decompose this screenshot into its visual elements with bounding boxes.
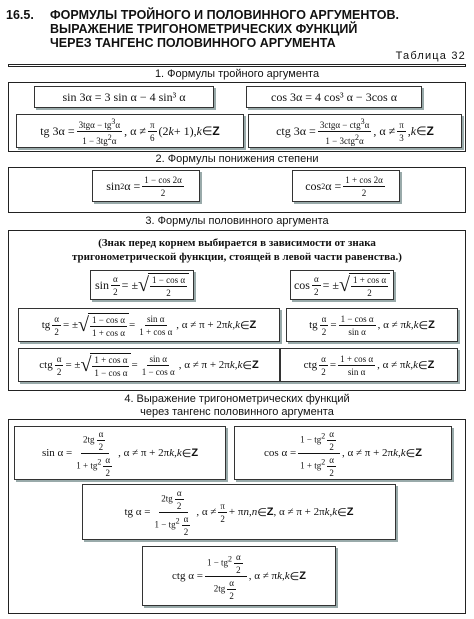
formula-sin-half: sin $\frac{\alpha}{2}$ = ± √ $\frac{\text{1 − cos α}}{2}$: [90, 270, 194, 300]
section-heading-4: [8, 390, 466, 420]
note-line-1: (Знак перед корнем выбирается в зависимости от знака: [98, 237, 376, 249]
formula-cos-triple: cos 3α = 4 cos³ α − 3cos α: [246, 86, 422, 108]
section-heading-2: 2. Формулы понижения степени: [8, 151, 466, 168]
sign-note: [30, 236, 444, 264]
formula-sin-via-tg-half: sin α = 2tg $\frac{\alpha}{2}$ $1 + tg^2$ $\frac{\alpha}{2}$ , α ≠ π + 2π k , k ∈ Z: [14, 426, 226, 480]
note-line-2: тригонометрической функции, стоящей в левой части равенства.): [72, 251, 402, 263]
section-heading-1: 1. Формулы тройного аргумента: [8, 66, 466, 83]
formula-cos-via-tg-half: cos α = $1 - tg^2$ $\frac{\alpha}{2}$ $1 + tg^2$ $\frac{\alpha}{2}$ , α ≠ π + 2π k , k ∈ Z: [234, 426, 452, 480]
formula-ctg-half-alt: ctg $\frac{\alpha}{2}$ = $\frac{\text{1 + cos α}}{\text{sin α}}$ , α ≠ π k , k ∈ Z: [280, 348, 458, 382]
formula-tg-via-tg-half: tg α = 2tg $\frac{\alpha}{2}$ $1 - tg^2$ $\frac{\alpha}{2}$ , α ≠ $\frac{\pi}{2}$ + π n , n ∈ Z , α ≠ π + 2π k , k ∈ Z: [82, 484, 396, 540]
section-heading-4-line-2: через тангенс половинного аргумента: [140, 406, 334, 418]
title-line-3: ЧЕРЕЗ ТАНГЕНС ПОЛОВИННОГО АРГУМЕНТА: [50, 36, 336, 50]
section-heading-4-line-1: 4. Выражение тригонометрических функций: [124, 393, 350, 405]
formula-ctg-via-tg-half: ctg α = $1 - tg^2$ $\frac{\alpha}{2}$ 2tg $\frac{\alpha}{2}$ , α ≠ π k , k ∈ Z: [142, 546, 336, 606]
section-heading-3: 3. Формулы половинного аргумента: [8, 212, 466, 231]
formula-tg-triple: tg 3α = $\frac{3tg\alpha - tg^3\alpha}{1 - 3tg^2\alpha}$ , α ≠ $\frac{\pi}{6}$ (2 k + 1), k ∈ Z: [16, 114, 244, 148]
formula-cos-half: cos $\frac{\alpha}{2}$ = ± √ $\frac{\text{1 + cos α}}{2}$: [290, 270, 394, 300]
formula-tg-half-alt: tg $\frac{\alpha}{2}$ = $\frac{\text{1 − cos α}}{\text{sin α}}$ , α ≠ π k , k ∈ Z: [286, 308, 458, 342]
formula-ctg-half: ctg $\frac{\alpha}{2}$ = ± √ $\frac{\text{1 + cos α}}{\text{1 − cos α}}$ = $\frac{\text{sin α}}{\text{1 − cos α}}$ , α ≠ π + 2π k , k ∈ Z: [18, 348, 280, 382]
table-label: Таблица 32: [395, 50, 466, 62]
title-line-2: ВЫРАЖЕНИЕ ТРИГОНОМЕТРИЧЕСКИХ ФУНКЦИЙ: [50, 22, 358, 36]
section-number: 16.5.: [6, 8, 34, 22]
formula-ctg-triple: ctg 3α = $\frac{3ctg\alpha - ctg^3\alpha}{1 - 3ctg^2\alpha}$ , α ≠ $\frac{\pi}{3}$ , k ∈ Z: [248, 114, 462, 148]
section-title: [50, 8, 450, 50]
formula-sin-triple: sin 3α = 3 sin α − 4 sin³ α: [34, 86, 214, 108]
title-line-1: ФОРМУЛЫ ТРОЙНОГО И ПОЛОВИННОГО АРГУМЕНТОВ.: [50, 8, 399, 22]
formula-tg-half: tg $\frac{\alpha}{2}$ = ± √ $\frac{\text{1 − cos α}}{\text{1 + cos α}}$ = $\frac{\text{sin α}}{\text{1 + cos α}}$ , α ≠ π + 2π k , k ∈ Z: [18, 308, 280, 342]
formula-sin-squared: sin 2 α = $\frac{1 - \cos 2\alpha}{2}$: [92, 170, 200, 202]
formula-cos-squared: cos 2 α = $\frac{1 + \cos 2\alpha}{2}$: [292, 170, 400, 202]
